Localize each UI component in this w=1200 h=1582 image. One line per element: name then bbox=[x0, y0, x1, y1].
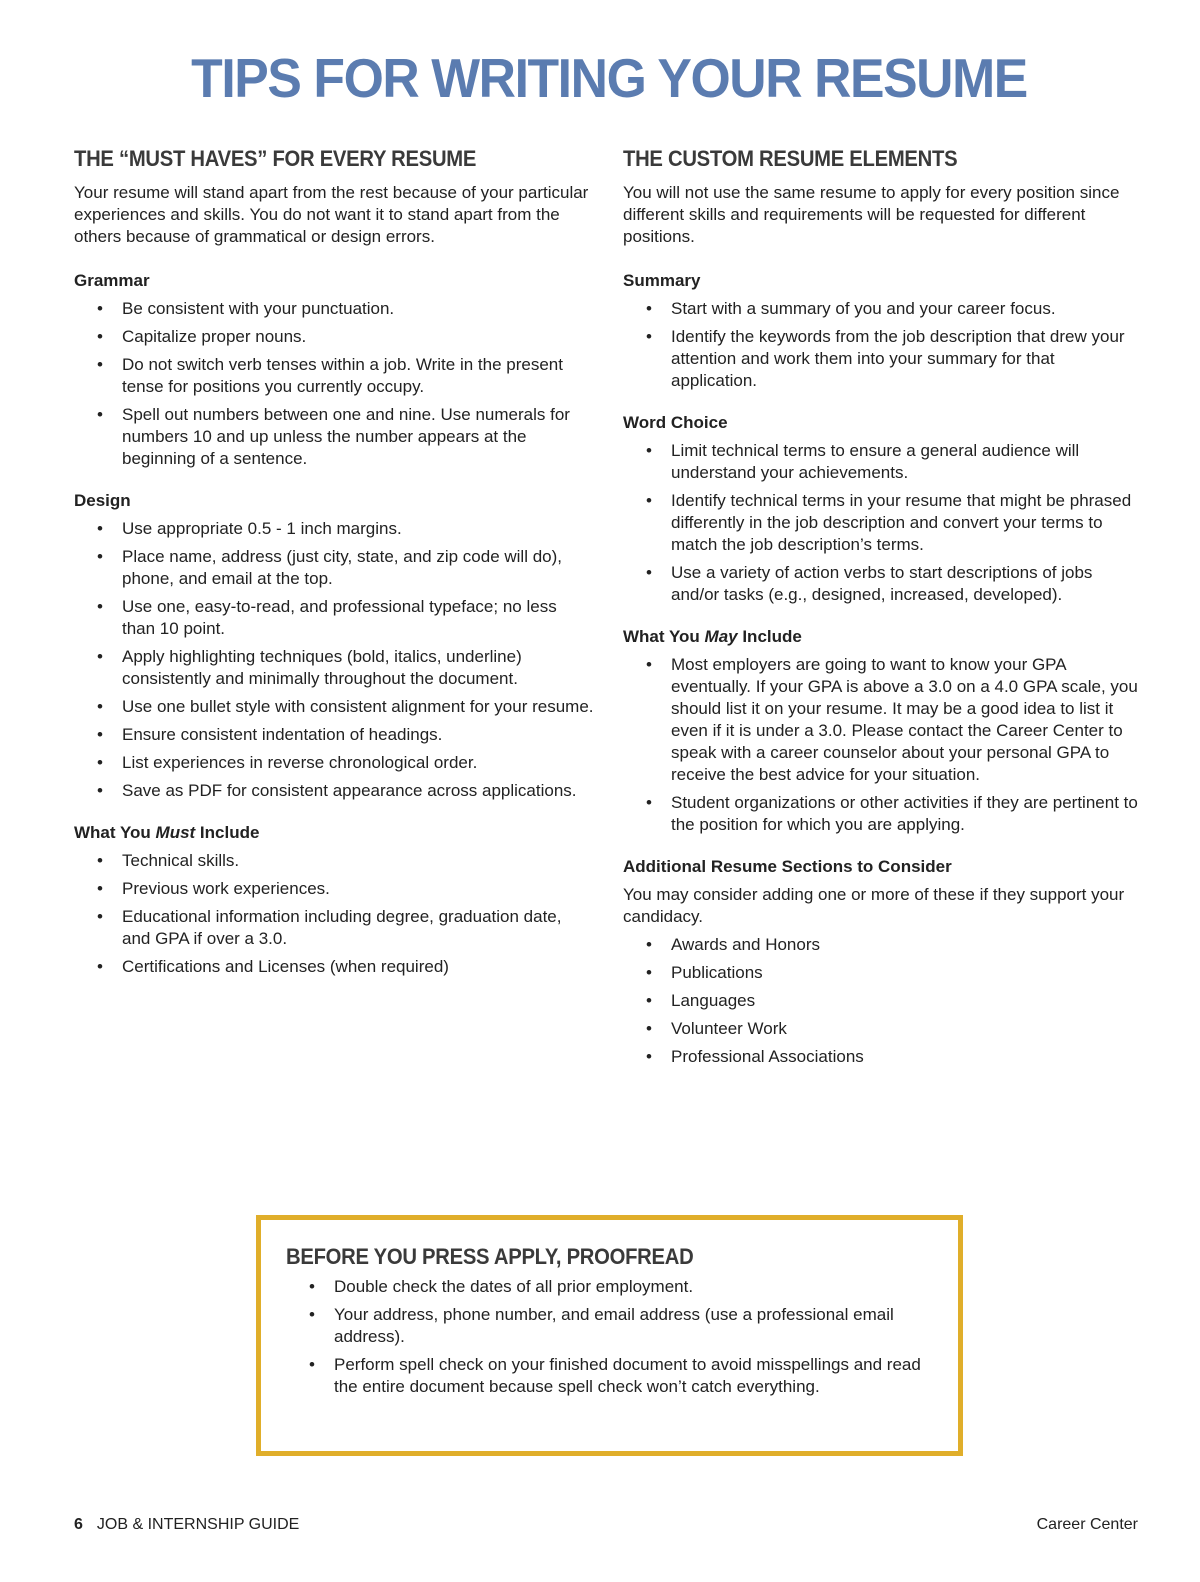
list-item: • Limit technical terms to ensure a general audience will understand your achievements. bbox=[623, 440, 1143, 484]
summary-heading: Summary bbox=[623, 271, 701, 290]
custom-elements-heading: THE CUSTOM RESUME ELEMENTS bbox=[623, 146, 958, 171]
must-haves-heading: THE “MUST HAVES” FOR EVERY RESUME bbox=[74, 146, 477, 171]
list-item: • Apply highlighting techniques (bold, italics, underline) consistently and minimally throughout the document. bbox=[74, 646, 594, 690]
proofread-callout-box bbox=[256, 1215, 963, 1456]
list-item: • Your address, phone number, and email address (use a professional email address). bbox=[286, 1304, 936, 1348]
list-item: • Use appropriate 0.5 - 1 inch margins. bbox=[74, 518, 594, 540]
list-item: • Save as PDF for consistent appearance across applications. bbox=[74, 780, 594, 802]
may-include-heading bbox=[623, 626, 1143, 648]
list-item: • Awards and Honors bbox=[623, 934, 1143, 956]
may-include-prefix: What You bbox=[623, 627, 705, 646]
design-heading: Design bbox=[74, 491, 131, 510]
list-item: • Publications bbox=[623, 962, 1143, 984]
list-item: • Ensure consistent indentation of headings. bbox=[74, 724, 594, 746]
page-number: 6 bbox=[74, 1516, 83, 1533]
list-item: • Double check the dates of all prior employment. bbox=[286, 1276, 936, 1298]
proofread-list bbox=[286, 1276, 936, 1398]
must-include-heading bbox=[74, 822, 594, 844]
list-item: • Previous work experiences. bbox=[74, 878, 594, 900]
footer-right: Career Center bbox=[1036, 1516, 1138, 1533]
may-include-emphasis: May bbox=[704, 627, 738, 646]
list-item: • Spell out numbers between one and nine. Use numerals for numbers 10 and up unless the number appears at the beginning of a sentence. bbox=[74, 404, 594, 470]
list-item: • Most employers are going to want to know your GPA eventually. If your GPA is above a 3.0 on a 4.0 GPA scale, you should list it on your resume. It may be a good idea to list it even if it is under a 3.0. Please contact the Career Center to speak with a career counselor about your personal GPA to receive the best advice for your situation. bbox=[623, 654, 1143, 786]
proofread-heading: BEFORE YOU PRESS APPLY, PROOFREAD bbox=[286, 1244, 694, 1269]
list-item: • Professional Associations bbox=[623, 1046, 1143, 1068]
list-item: • Place name, address (just city, state, and zip code will do), phone, and email at the top. bbox=[74, 546, 594, 590]
guide-name: JOB & INTERNSHIP GUIDE bbox=[96, 1516, 300, 1533]
may-include-suffix: Include bbox=[737, 627, 802, 646]
list-item: • Technical skills. bbox=[74, 850, 594, 872]
list-item: • Student organizations or other activities if they are pertinent to the position for which you are applying. bbox=[623, 792, 1143, 836]
list-item: • Certifications and Licenses (when required) bbox=[74, 956, 594, 978]
must-include-list bbox=[74, 850, 594, 978]
design-list bbox=[74, 518, 594, 802]
additional-sections-list bbox=[623, 934, 1143, 1068]
list-item: • Start with a summary of you and your career focus. bbox=[623, 298, 1143, 320]
proofread-content bbox=[286, 1244, 936, 1418]
must-include-suffix: Include bbox=[195, 823, 260, 842]
page-title: TIPS FOR WRITING YOUR RESUME bbox=[191, 47, 1027, 109]
list-item: • List experiences in reverse chronological order. bbox=[74, 752, 594, 774]
list-item: • Languages bbox=[623, 990, 1143, 1012]
must-haves-column bbox=[74, 146, 594, 998]
additional-sections-intro: You may consider adding one or more of these if they support your candidacy. bbox=[623, 885, 1125, 926]
list-item: • Identify technical terms in your resume that might be phrased differently in the job description and convert your terms to match the job description’s terms. bbox=[623, 490, 1143, 556]
must-include-emphasis: Must bbox=[155, 823, 196, 842]
custom-elements-column bbox=[623, 146, 1143, 1088]
list-item: • Perform spell check on your finished document to avoid misspellings and read the entire document because spell check won’t catch everything. bbox=[286, 1354, 936, 1398]
word-choice-heading: Word Choice bbox=[623, 413, 728, 432]
list-item: • Identify the keywords from the job description that drew your attention and work them into your summary for that application. bbox=[623, 326, 1143, 392]
may-include-list bbox=[623, 654, 1143, 836]
list-item: • Use one bullet style with consistent alignment for your resume. bbox=[74, 696, 594, 718]
list-item: • Use a variety of action verbs to start descriptions of jobs and/or tasks (e.g., designed, increased, developed). bbox=[623, 562, 1143, 606]
list-item: • Do not switch verb tenses within a job. Write in the present tense for positions you currently occupy. bbox=[74, 354, 594, 398]
list-item: • Volunteer Work bbox=[623, 1018, 1143, 1040]
summary-list bbox=[623, 298, 1143, 392]
must-haves-intro: Your resume will stand apart from the rest because of your particular experiences and skills. You do not want it to stand apart from the others because of grammatical or design errors. bbox=[74, 183, 589, 246]
footer-left bbox=[74, 1516, 299, 1534]
word-choice-list bbox=[623, 440, 1143, 606]
additional-sections-heading: Additional Resume Sections to Consider bbox=[623, 857, 952, 876]
list-item: • Capitalize proper nouns. bbox=[74, 326, 594, 348]
grammar-heading: Grammar bbox=[74, 271, 150, 290]
list-item: • Educational information including degree, graduation date, and GPA if over a 3.0. bbox=[74, 906, 594, 950]
must-include-prefix: What You bbox=[74, 823, 156, 842]
list-item: • Use one, easy-to-read, and professional typeface; no less than 10 point. bbox=[74, 596, 594, 640]
custom-elements-intro: You will not use the same resume to apply for every position since different skills and requirements will be requested for different positions. bbox=[623, 183, 1120, 246]
grammar-list bbox=[74, 298, 594, 470]
list-item: • Be consistent with your punctuation. bbox=[74, 298, 594, 320]
